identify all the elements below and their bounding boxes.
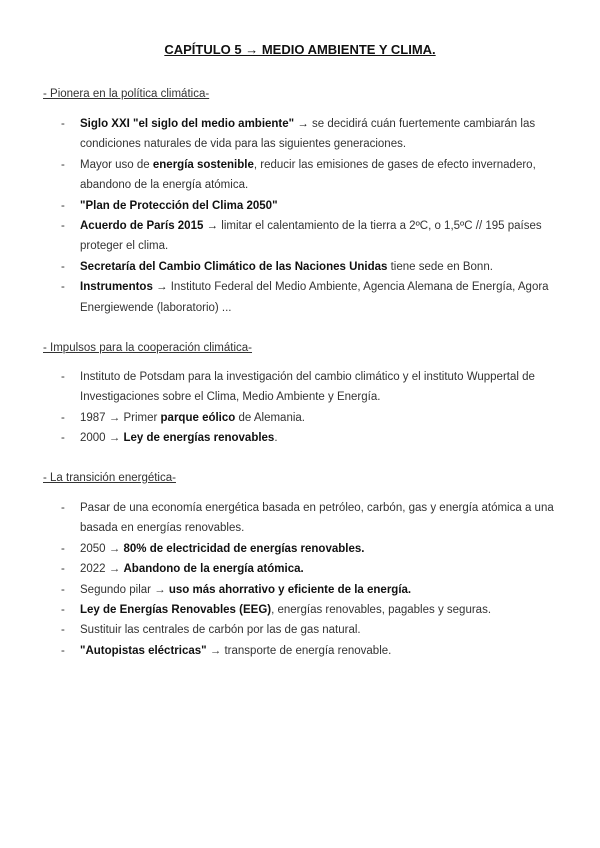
list-item xyxy=(60,641,560,661)
list-item xyxy=(60,600,560,620)
bold-term: Ley de energías renovables xyxy=(123,432,275,445)
bold-term: 80% de electricidad de energías renovables. xyxy=(123,542,365,555)
section-heading-cooperacion: - Impulsos para la cooperación climática- xyxy=(43,342,253,354)
list-transicion xyxy=(60,498,560,661)
item-text: Instituto Federal del Medio Ambiente, Agencia Alemana de Energía, Agora Energiewende (laboratorio) ... xyxy=(80,281,549,314)
item-text: de Alemania. xyxy=(235,411,305,424)
page-title: CAPÍTULO 5 → MEDIO AMBIENTE Y CLIMA. xyxy=(164,42,436,57)
item-text: tiene sede en Bonn. xyxy=(387,260,493,273)
bold-term: Secretaría del Cambio Climático de las Naciones Unidas xyxy=(80,260,388,273)
item-text: 2022 → xyxy=(80,563,124,576)
list-item xyxy=(60,620,560,640)
bold-term: uso más ahorrativo y eficiente de la energía. xyxy=(168,583,412,596)
bold-term: Acuerdo de París 2015 → xyxy=(80,220,219,233)
list-item xyxy=(60,580,560,600)
item-text: 2000 → xyxy=(80,432,124,445)
list-item xyxy=(60,277,560,318)
list-item xyxy=(60,114,560,155)
list-cooperacion xyxy=(60,367,560,449)
item-text: . xyxy=(274,432,278,445)
list-item xyxy=(60,216,560,257)
item-text: , energías renovables, pagables y seguras. xyxy=(271,604,492,617)
bold-term: "Plan de Protección del Clima 2050" xyxy=(80,199,278,212)
item-text: 1987 → Primer xyxy=(80,411,161,424)
bold-term: Siglo XXI "el siglo del medio ambiente" → xyxy=(80,118,309,130)
list-item xyxy=(60,559,560,579)
list-item xyxy=(60,367,560,408)
list-item xyxy=(60,155,560,196)
item-text: Segundo pilar → xyxy=(80,583,169,596)
item-text: se decidirá cuán fuertemente cambiarán las condiciones naturales de vida para las siguientes generaciones. xyxy=(80,118,536,151)
bold-term: Abandono de la energía atómica. xyxy=(123,563,304,576)
bold-term: Instrumentos → xyxy=(80,281,168,294)
bold-term: parque eólico xyxy=(160,411,236,424)
item-text: Pasar de una economía energética basada en petróleo, carbón, gas y energía atómica a una basada en energías renovables. xyxy=(80,502,554,535)
item-text: Sustituir las centrales de carbón por las de gas natural. xyxy=(80,624,361,637)
item-text: limitar el calentamiento de la tierra a 2ºC, o 1,5ºC // 195 países proteger el clima. xyxy=(80,220,542,253)
list-item xyxy=(60,428,560,448)
item-text: 2050 → xyxy=(80,542,124,555)
list-item xyxy=(60,257,560,277)
bold-term: "Autopistas eléctricas" xyxy=(80,644,207,657)
item-text: , reducir las emisiones de gases de efecto invernadero, abandono de la energía atómica. xyxy=(80,158,536,192)
item-text: Instituto de Potsdam para la investigación del cambio climático y el instituto Wuppertal de Investigaciones sobre el Clima, Medio Ambiente y Energía. xyxy=(80,371,535,404)
list-item xyxy=(60,408,560,428)
list-item xyxy=(60,539,560,559)
list-item xyxy=(60,196,560,216)
section-heading-politica: - Pionera en la política climática- xyxy=(43,88,210,100)
item-text: Mayor uso de xyxy=(80,158,153,171)
section-heading-transicion: - La transición energética- xyxy=(43,472,176,484)
list-item xyxy=(60,498,560,539)
bold-term: Ley de Energías Renovables (EEG) xyxy=(80,604,272,617)
list-politica xyxy=(60,114,560,318)
bold-term: energía sostenible xyxy=(152,158,254,171)
item-text: → transporte de energía renovable. xyxy=(206,644,392,657)
